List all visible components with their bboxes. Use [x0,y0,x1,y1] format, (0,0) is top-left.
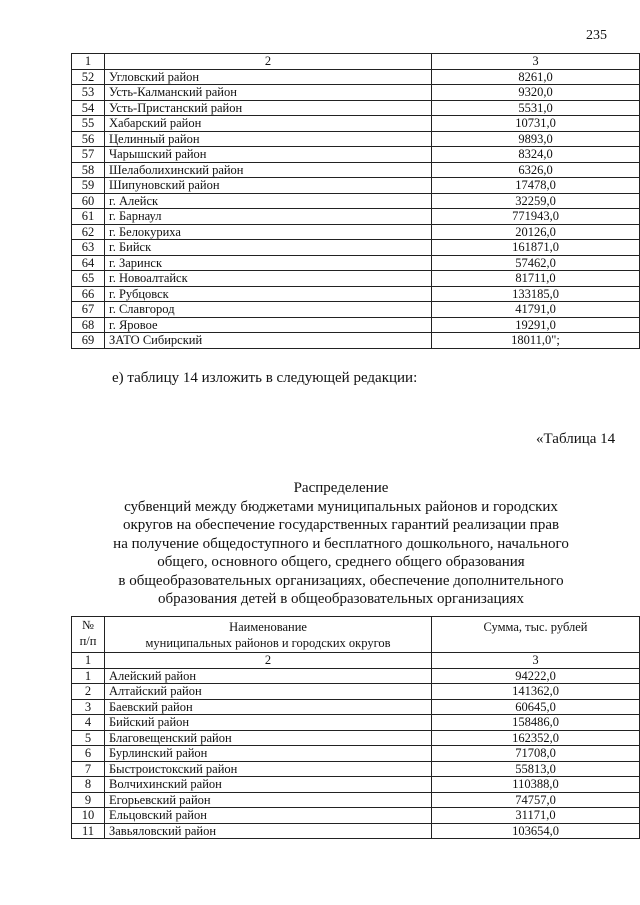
row-number: 65 [72,271,105,287]
row-value: 60645,0 [432,699,640,715]
row-name: Алейский район [105,668,432,684]
table-row [72,823,640,839]
row-value: 8324,0 [432,147,640,163]
row-value: 71708,0 [432,746,640,762]
row-number: 3 [72,699,105,715]
allocation-table-continued [71,53,640,349]
row-value: 57462,0 [432,255,640,271]
row-value: 94222,0 [432,668,640,684]
row-name: г. Рубцовск [105,286,432,302]
row-value: 17478,0 [432,178,640,194]
header-number-line: № [82,618,94,632]
row-value: 771943,0 [432,209,640,225]
row-number: 8 [72,777,105,793]
header-sum: Сумма, тыс. рублей [432,617,640,653]
table-row [72,131,640,147]
table-row [72,162,640,178]
row-name: Быстроистокский район [105,761,432,777]
column-number: 1 [72,54,105,70]
row-number: 10 [72,808,105,824]
row-number: 9 [72,792,105,808]
table-header-row [72,617,640,653]
row-name: Шелаболихинский район [105,162,432,178]
table-row [72,255,640,271]
table-row [72,302,640,318]
row-name: г. Заринск [105,255,432,271]
row-number: 54 [72,100,105,116]
row-number: 6 [72,746,105,762]
row-value: 103654,0 [432,823,640,839]
column-number: 3 [432,653,640,669]
table-row [72,777,640,793]
row-value: 9320,0 [432,85,640,101]
row-value: 161871,0 [432,240,640,256]
table-row [72,240,640,256]
table-row [72,209,640,225]
row-name: Ельцовский район [105,808,432,824]
table-row [72,668,640,684]
heading-line: общего, основного общего, среднего общего образования [157,554,525,570]
row-name: Бурлинский район [105,746,432,762]
row-number: 1 [72,668,105,684]
row-number: 57 [72,147,105,163]
table-column-numbers [72,653,640,669]
row-value: 110388,0 [432,777,640,793]
table-row [72,193,640,209]
heading-title: Распределение [293,480,389,496]
header-name-line: муниципальных районов и городских округов [145,635,391,650]
header-number-line: п/п [79,634,97,648]
table-row [72,317,640,333]
row-name: Целинный район [105,131,432,147]
row-name: г. Яровое [105,317,432,333]
row-number: 64 [72,255,105,271]
row-name: г. Бийск [105,240,432,256]
table-row [72,746,640,762]
page-number: 235 [586,28,607,43]
row-name: Хабарский район [105,116,432,132]
row-number: 5 [72,730,105,746]
table-row [72,116,640,132]
row-name: г. Барнаул [105,209,432,225]
heading-line: на получение общедоступного и бесплатного дошкольного, начального [113,535,569,552]
row-name: Благовещенский район [105,730,432,746]
table-row [72,715,640,731]
row-name: Алтайский район [105,684,432,700]
row-value: 81711,0 [432,271,640,287]
row-name: Бийский район [105,715,432,731]
row-number: 69 [72,333,105,349]
table-row [72,147,640,163]
row-value: 18011,0"; [432,333,640,349]
table-row [72,224,640,240]
row-name: Баевский район [105,699,432,715]
row-number: 53 [72,85,105,101]
table-row [72,730,640,746]
row-number: 60 [72,193,105,209]
row-name: Волчихинский район [105,777,432,793]
row-value: 10731,0 [432,116,640,132]
column-number: 2 [105,54,432,70]
header-name-line: Наименование [229,619,307,634]
row-number: 66 [72,286,105,302]
row-number: 55 [72,116,105,132]
table-row [72,761,640,777]
table-row [72,333,640,349]
row-value: 20126,0 [432,224,640,240]
table-row [72,699,640,715]
row-value: 19291,0 [432,317,640,333]
header-number [72,617,105,653]
row-value: 162352,0 [432,730,640,746]
row-value: 6326,0 [432,162,640,178]
row-number: 52 [72,69,105,85]
row-name: Завьяловский район [105,823,432,839]
table-row [72,808,640,824]
row-number: 11 [72,823,105,839]
row-value: 31171,0 [432,808,640,824]
row-value: 133185,0 [432,286,640,302]
row-value: 8261,0 [432,69,640,85]
header-name [105,617,432,653]
column-number: 3 [432,54,640,70]
row-number: 56 [72,131,105,147]
column-number: 1 [72,653,105,669]
row-name: г. Новоалтайск [105,271,432,287]
heading-line: субвенций между бюджетами муниципальных районов и городских [124,498,558,515]
row-name: Шипуновский район [105,178,432,194]
row-value: 41791,0 [432,302,640,318]
table-row [72,85,640,101]
row-number: 63 [72,240,105,256]
row-name: г. Алейск [105,193,432,209]
column-number: 2 [105,653,432,669]
row-name: Усть-Пристанский район [105,100,432,116]
table-reference: «Таблица 14 [536,431,616,447]
table-row [72,684,640,700]
row-number: 67 [72,302,105,318]
row-value: 158486,0 [432,715,640,731]
row-name: Угловский район [105,69,432,85]
row-value: 74757,0 [432,792,640,808]
row-number: 59 [72,178,105,194]
row-value: 9893,0 [432,131,640,147]
row-number: 7 [72,761,105,777]
row-value: 32259,0 [432,193,640,209]
table-row [72,178,640,194]
row-number: 61 [72,209,105,225]
heading-line: в общеобразовательных организациях, обеспечение дополнительного [118,572,564,589]
row-value: 5531,0 [432,100,640,116]
row-name: Егорьевский район [105,792,432,808]
subvention-table [71,616,640,839]
row-value: 141362,0 [432,684,640,700]
row-name: г. Белокуриха [105,224,432,240]
table-row [72,792,640,808]
row-number: 62 [72,224,105,240]
table-row [72,69,640,85]
table-column-numbers [72,54,640,70]
table-heading [86,479,596,609]
row-name: г. Славгород [105,302,432,318]
row-value: 55813,0 [432,761,640,777]
row-name: Чарышский район [105,147,432,163]
row-number: 2 [72,684,105,700]
row-number: 4 [72,715,105,731]
heading-line: округов на обеспечение государственных гарантий реализации прав [122,517,560,533]
row-number: 58 [72,162,105,178]
row-name: ЗАТО Сибирский [105,333,432,349]
row-name: Усть-Калманский район [105,85,432,101]
row-number: 68 [72,317,105,333]
heading-line: образования детей в общеобразовательных организациях [158,591,524,607]
table-row [72,286,640,302]
table-row [72,271,640,287]
table-row [72,100,640,116]
amendment-text: е) таблицу 14 изложить в следующей редакции: [112,370,418,386]
